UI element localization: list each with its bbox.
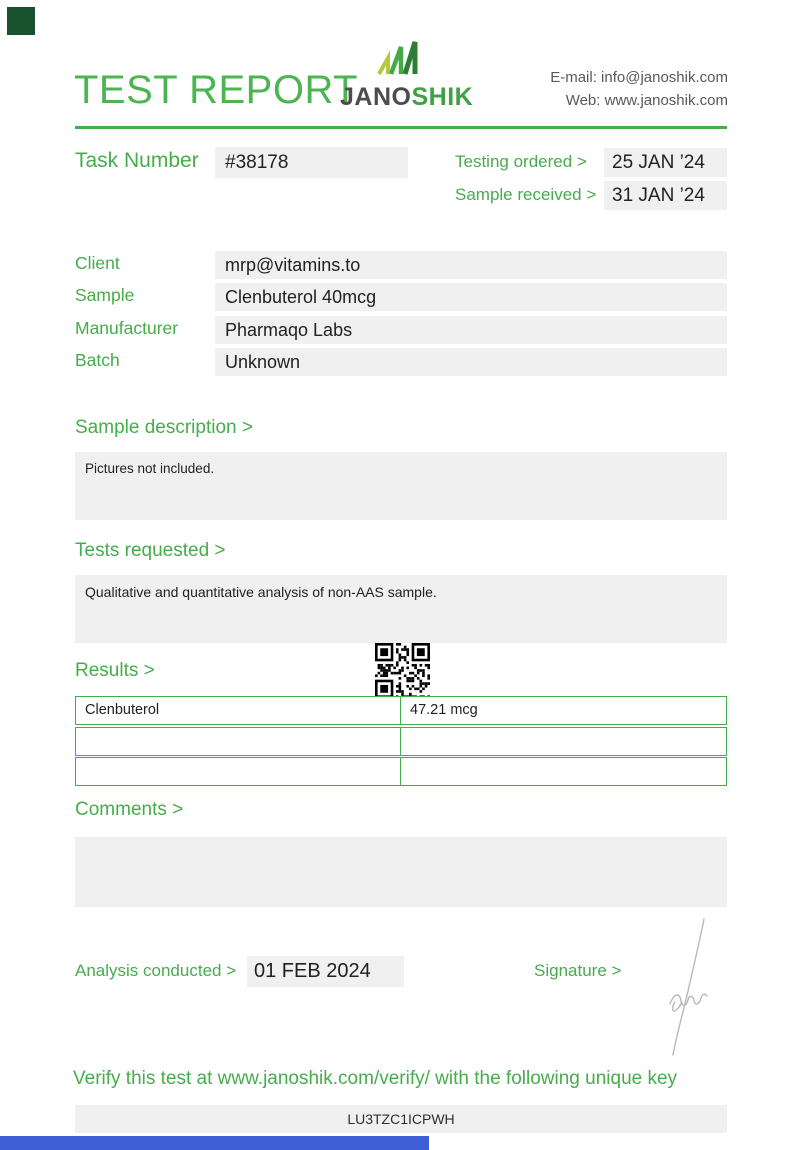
task-number-label: Task Number	[75, 149, 199, 172]
bottom-accent-bar	[0, 1136, 429, 1150]
analysis-conducted-label: Analysis conducted >	[75, 961, 237, 980]
brand-wordmark-right: SHIK	[411, 83, 474, 111]
result-substance-cell: Clenbuterol	[76, 697, 401, 724]
brand-wordmark	[340, 83, 474, 112]
sample-received-label: Sample received >	[455, 185, 597, 204]
brand-logo	[340, 40, 474, 112]
brand-wordmark-left: JANO	[340, 83, 412, 111]
contact-block	[550, 66, 728, 112]
task-number-value: #38178	[215, 147, 408, 178]
result-amount-cell: 47.21 mcg	[410, 702, 478, 718]
tests-requested-box: Qualitative and quantitative analysis of non-AAS sample.	[75, 575, 727, 643]
signature-image	[642, 916, 720, 1058]
result-substance-cell	[76, 728, 401, 755]
header-divider	[75, 126, 727, 129]
result-substance-cell	[76, 758, 401, 785]
qr-code	[375, 643, 430, 698]
growth-chart-icon	[376, 40, 434, 76]
contact-email: E-mail: info@janoshik.com	[550, 69, 728, 86]
corner-accent-square	[7, 7, 35, 35]
testing-ordered-label: Testing ordered >	[455, 152, 587, 171]
comments-box	[75, 837, 727, 907]
verify-instruction: Verify this test at www.janoshik.com/verify/ with the following unique key	[73, 1068, 678, 1089]
table-row	[75, 727, 727, 756]
sample-value: Clenbuterol 40mcg	[215, 283, 727, 311]
comments-heading: Comments >	[75, 799, 184, 820]
batch-label: Batch	[75, 350, 120, 370]
results-heading: Results >	[75, 660, 155, 681]
sample-received-date: 31 JAN ’24	[604, 181, 727, 210]
manufacturer-value: Pharmaqo Labs	[215, 316, 727, 344]
tests-requested-heading: Tests requested >	[75, 540, 226, 561]
contact-web: Web: www.janoshik.com	[565, 92, 728, 109]
results-table	[75, 696, 727, 788]
analysis-date: 01 FEB 2024	[247, 956, 404, 987]
batch-value: Unknown	[215, 348, 727, 376]
result-amount-cell	[401, 728, 726, 755]
table-row	[75, 757, 727, 786]
table-row	[75, 696, 727, 725]
manufacturer-label: Manufacturer	[75, 318, 179, 338]
client-value: mrp@vitamins.to	[215, 251, 727, 279]
page-title: TEST REPORT	[74, 68, 359, 112]
sample-description-box: Pictures not included.	[75, 452, 727, 520]
client-label: Client	[75, 253, 120, 273]
sample-description-heading: Sample description >	[75, 417, 253, 438]
signature-label: Signature >	[534, 961, 622, 980]
unique-key: LU3TZC1ICPWH	[75, 1105, 727, 1133]
sample-label: Sample	[75, 285, 135, 305]
result-amount-cell	[401, 758, 726, 785]
testing-ordered-date: 25 JAN ’24	[604, 148, 727, 177]
